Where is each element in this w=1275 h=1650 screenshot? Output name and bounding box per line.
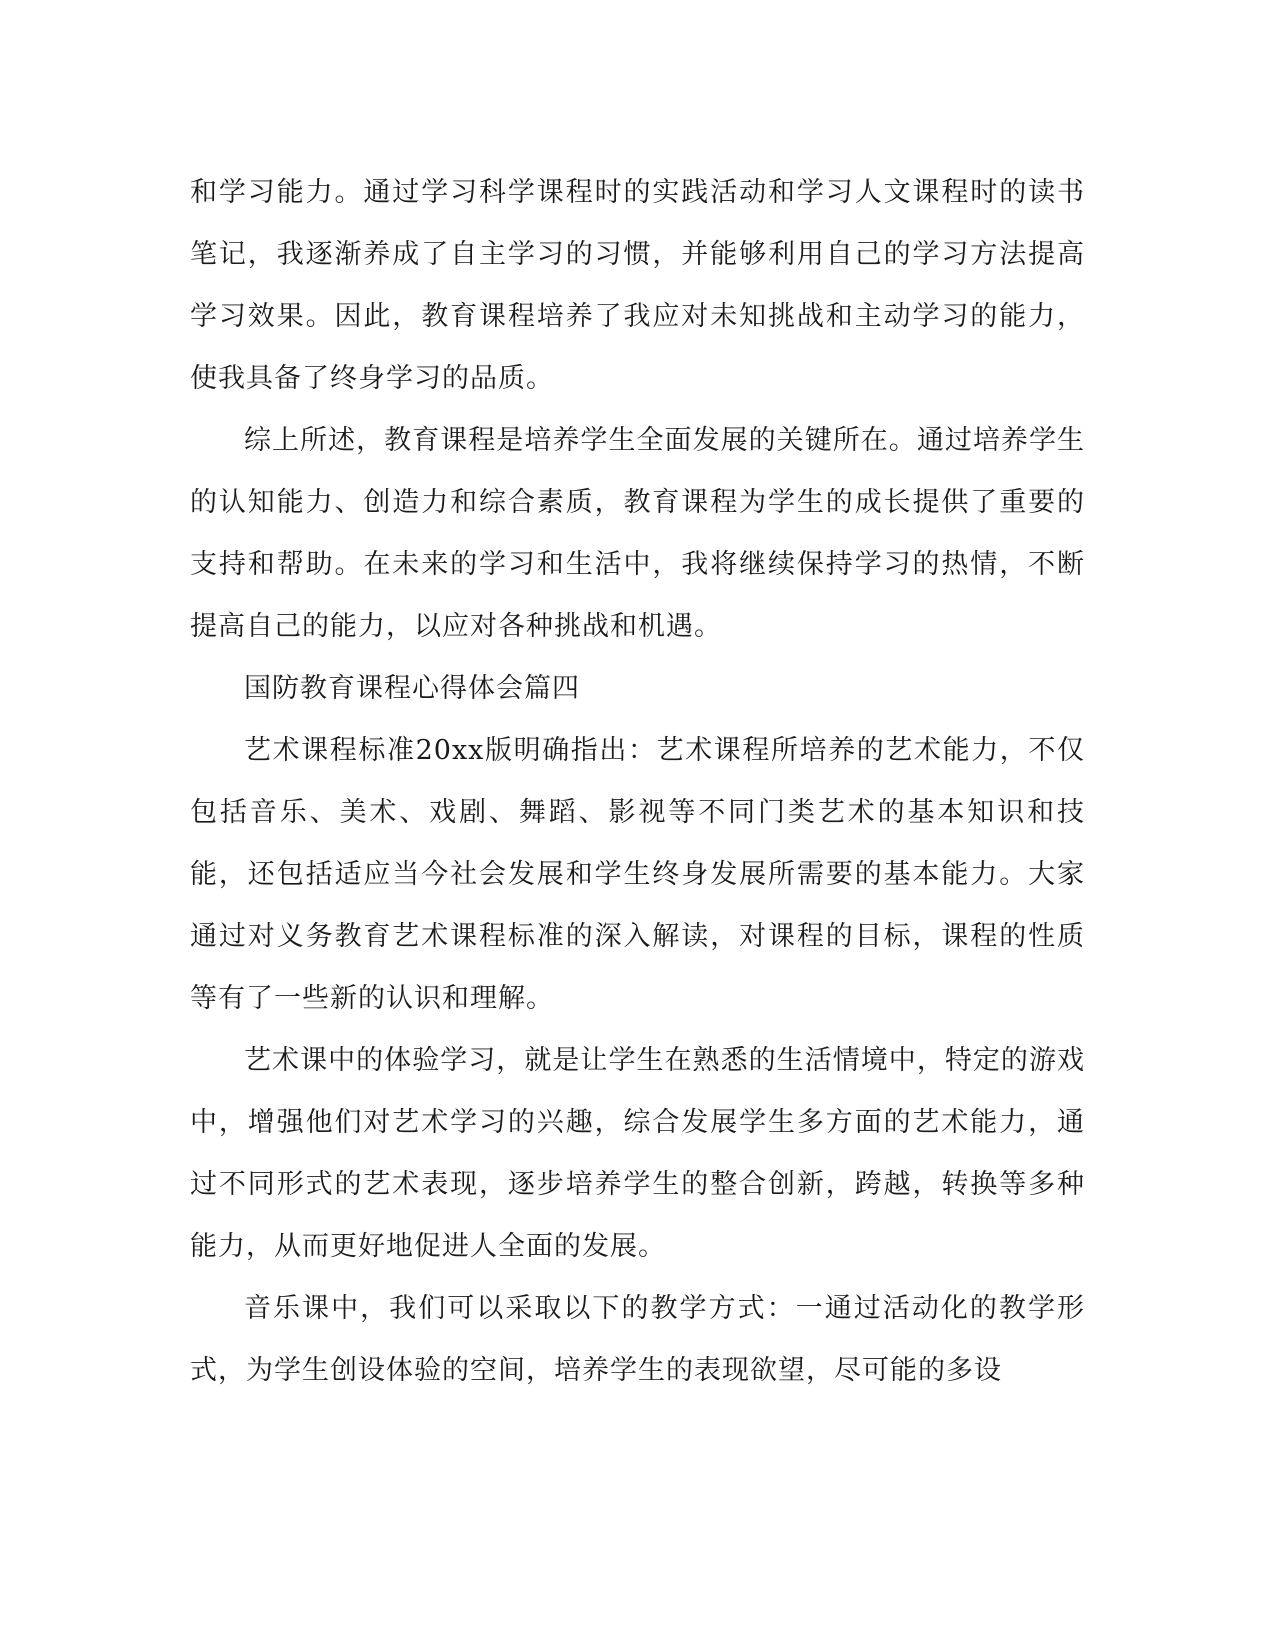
paragraph-2: 综上所述，教育课程是培养学生全面发展的关键所在。通过培养学生的认知能力、创造力和综合素质，教育课程为学生的成长提供了重要的支持和帮助。在未来的学习和生活中，我将继续保持学习的热情，不断提高自己的能力，以应对各种挑战和机遇。 <box>190 425 1085 642</box>
paragraph-1: 和学习能力。通过学习科学课程时的实践活动和学习人文课程时的读书笔记，我逐渐养成了自主学习的习惯，并能够利用自己的学习方法提高学习效果。因此，教育课程培养了我应对未知挑战和主动学习的能力，使我具备了终身学习的品质。 <box>190 177 1085 394</box>
section-heading: 国防教育课程心得体会篇四 <box>244 673 580 704</box>
paragraph-5: 音乐课中，我们可以采取以下的教学方式：一通过活动化的教学形式，为学生创设体验的空间，培养学生的表现欲望，尽可能的多设 <box>190 1293 1085 1386</box>
document-body <box>190 162 1085 1402</box>
paragraph-3: 艺术课程标准20xx版明确指出：艺术课程所培养的艺术能力，不仅包括音乐、美术、戏剧、舞蹈、影视等不同门类艺术的基本知识和技能，还包括适应当今社会发展和学生终身发展所需要的基本能力。大家通过对义务教育艺术课程标准的深入解读，对课程的目标，课程的性质等有了一些新的认识和理解。 <box>190 735 1085 1014</box>
paragraph-4: 艺术课中的体验学习，就是让学生在熟悉的生活情境中，特定的游戏中，增强他们对艺术学习的兴趣，综合发展学生多方面的艺术能力，通过不同形式的艺术表现，逐步培养学生的整合创新，跨越，转换等多种能力，从而更好地促进人全面的发展。 <box>190 1045 1085 1262</box>
